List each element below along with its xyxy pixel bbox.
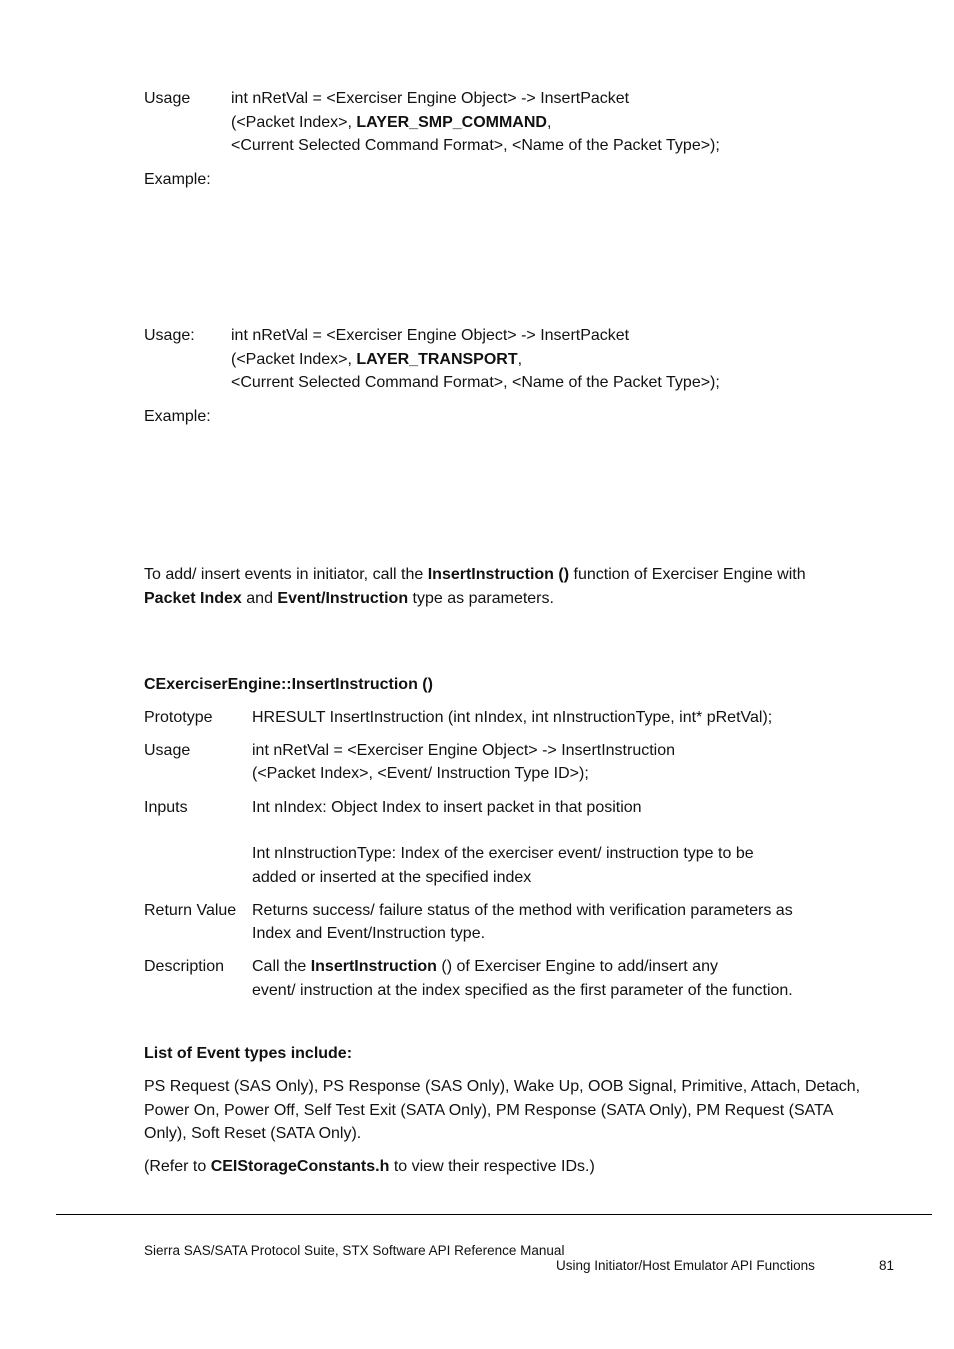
footer-manual-title: Sierra SAS/SATA Protocol Suite, STX Software API Reference Manual (144, 1243, 565, 1258)
events-heading: List of Event types include: (144, 1045, 353, 1062)
description-line-2: event/ instruction at the index specified as the first parameter of the function. (252, 982, 793, 999)
return-label: Return Value (144, 902, 237, 919)
events-line-3: Only), Soft Reset (SATA Only). (144, 1125, 362, 1142)
description-line-1: Call the InsertInstruction () of Exerciser Engine to add/insert any (252, 958, 718, 975)
footer-page-number: 81 (879, 1258, 895, 1273)
refer-line: (Refer to CEIStorageConstants.h to view their respective IDs.) (144, 1158, 595, 1175)
usage2-line-2: (<Packet Index>, LAYER_TRANSPORT, (231, 351, 523, 368)
footer-section-title: Using Initiator/Host Emulator API Functions (556, 1258, 815, 1273)
inputs-label: Inputs (144, 799, 188, 816)
usage2-line-3: <Current Selected Command Format>, <Name of the Packet Type>); (231, 374, 720, 391)
prototype-label: Prototype (144, 709, 213, 726)
inputs-line-2: Int nInstructionType: Index of the exerciser event/ instruction type to be (252, 845, 754, 862)
intro-line-2: Packet Index and Event/Instruction type as parameters. (144, 590, 554, 607)
return-line-1: Returns success/ failure status of the method with verification parameters as (252, 902, 793, 919)
method-heading: CExerciserEngine::InsertInstruction () (144, 676, 433, 693)
return-line-2: Index and Event/Instruction type. (252, 925, 486, 942)
usage3-line-1: int nRetVal = <Exerciser Engine Object> -> InsertInstruction (252, 742, 676, 759)
usage-label-2: Usage: (144, 327, 195, 344)
events-line-2: Power On, Power Off, Self Test Exit (SATA Only), PM Response (SATA Only), PM Request (SATA (144, 1102, 834, 1119)
inputs-line-1: Int nIndex: Object Index to insert packet in that position (252, 799, 642, 816)
usage2-line-1: int nRetVal = <Exerciser Engine Object> -> InsertPacket (231, 327, 630, 344)
usage-label-3: Usage (144, 742, 191, 759)
usage-label-1: Usage (144, 90, 191, 107)
usage3-line-2: (<Packet Index>, <Event/ Instruction Type ID>); (252, 765, 589, 782)
usage-line-3: <Current Selected Command Format>, <Name of the Packet Type>); (231, 137, 720, 154)
events-line-1: PS Request (SAS Only), PS Response (SAS Only), Wake Up, OOB Signal, Primitive, Attach, Detach, (144, 1078, 861, 1095)
inputs-line-3: added or inserted at the specified index (252, 869, 532, 886)
footer-rule (56, 1214, 932, 1215)
prototype-text: HRESULT InsertInstruction (int nIndex, int nInstructionType, int* pRetVal); (252, 709, 773, 726)
description-label: Description (144, 958, 225, 975)
usage-line-2: (<Packet Index>, LAYER_SMP_COMMAND, (231, 114, 552, 131)
usage-line-1: int nRetVal = <Exerciser Engine Object> -> InsertPacket (231, 90, 630, 107)
example-label-1: Example: (144, 171, 211, 188)
intro-line-1: To add/ insert events in initiator, call the InsertInstruction () function of Exerciser Engine with (144, 566, 806, 583)
example-label-2: Example: (144, 408, 211, 425)
